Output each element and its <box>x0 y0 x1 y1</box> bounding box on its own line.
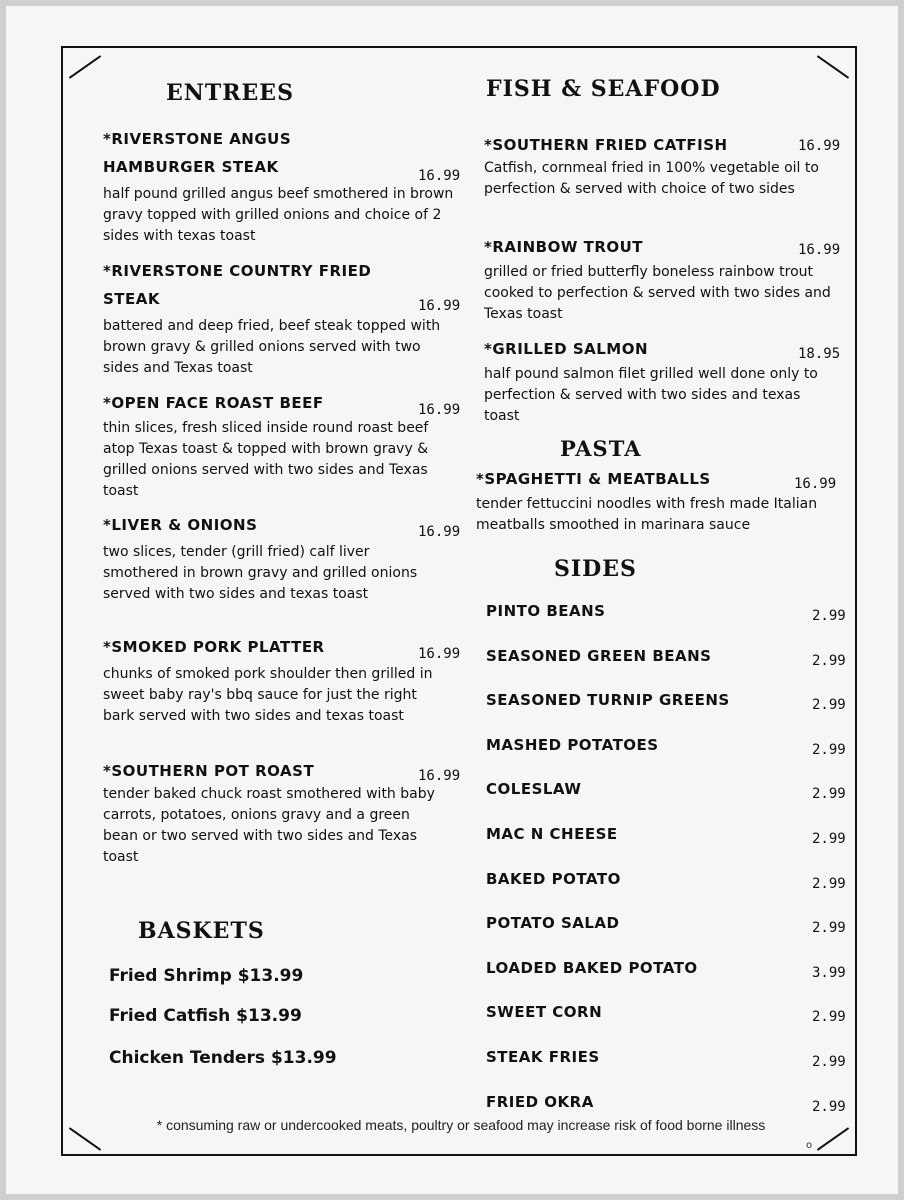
fish-name: *RAINBOW TROUT <box>484 238 644 256</box>
side-price: 2.99 <box>812 1098 846 1115</box>
side-name: STEAK FRIES <box>486 1048 600 1066</box>
baskets-heading: BASKETS <box>138 918 265 944</box>
entree-description: battered and deep fried, beef steak topped with brown gravy & grilled onions served with two sides and Texas toast <box>103 318 441 376</box>
entrees-heading: ENTREES <box>166 80 294 106</box>
entree-price: 16.99 <box>418 768 461 784</box>
sides-heading: SIDES <box>554 556 637 582</box>
basket-item: Fried Catfish $13.99 <box>109 1006 302 1026</box>
fish-description: half pound salmon filet grilled well done only to perfection & served with two sides and texas toast <box>484 366 818 424</box>
fish-name: *GRILLED SALMON <box>484 340 649 358</box>
side-price: 2.99 <box>812 1054 846 1070</box>
side-price: 2.99 <box>812 652 846 669</box>
entree-price: 16.99 <box>418 524 461 540</box>
entree-description: tender baked chuck roast smothered with baby carrots, potatoes, onions gravy and a green bean or two served with two sides and Texas toast <box>103 786 435 865</box>
footnote: * consuming raw or undercooked meats, poultry or seafood may increase risk of food borne illness <box>156 1117 766 1133</box>
pasta-description: tender fettuccini noodles with fresh made Italian meatballs smoothed in marinara sauce <box>476 496 818 533</box>
side-price: 2.99 <box>812 875 846 892</box>
side-name: MAC N CHEESE <box>486 825 618 843</box>
entree-name: *SOUTHERN POT ROAST <box>103 762 315 780</box>
fish-name: *SOUTHERN FRIED CATFISH <box>484 136 728 154</box>
fish-price: 16.99 <box>798 138 841 154</box>
entree-description: thin slices, fresh sliced inside round roast beef atop Texas toast & topped with brown gravy & grilled onions served with two sides and Texas toast <box>103 420 429 499</box>
fish-description: Catfish, cornmeal fried in 100% vegetable oil to perfection & served with choice of two sides <box>484 160 819 197</box>
basket-item: Chicken Tenders $13.99 <box>109 1048 337 1068</box>
pasta-price: 16.99 <box>794 476 837 492</box>
entree-name: HAMBURGER STEAK <box>103 158 279 176</box>
pasta-heading: PASTA <box>560 436 642 461</box>
entree-name: *LIVER & ONIONS <box>103 516 258 534</box>
side-price: 2.99 <box>812 697 846 714</box>
side-name: LOADED BAKED POTATO <box>486 958 698 977</box>
entree-name: *RIVERSTONE ANGUS <box>103 130 292 148</box>
entree-price: 16.99 <box>418 646 461 662</box>
side-name: COLESLAW <box>486 780 582 799</box>
side-name: BAKED POTATO <box>486 869 621 888</box>
side-price: 2.99 <box>812 831 846 847</box>
side-name: SEASONED TURNIP GREENS <box>486 691 730 710</box>
side-name: PINTO BEANS <box>486 602 606 620</box>
entree-name: STEAK <box>103 290 161 308</box>
pasta-name: *SPAGHETTI & MEATBALLS <box>476 470 711 488</box>
menu-sheet <box>6 6 898 1194</box>
fish-price: 16.99 <box>798 242 841 258</box>
side-price: 2.99 <box>812 741 846 758</box>
side-name: SEASONED GREEN BEANS <box>486 646 712 665</box>
entree-price: 16.99 <box>418 298 461 314</box>
side-price: 2.99 <box>812 1009 846 1026</box>
entree-description: chunks of smoked pork shoulder then grilled in sweet baby ray's bbq sauce for just the right bark served with two sides and texas toast <box>103 666 433 724</box>
entree-name: *RIVERSTONE COUNTRY FRIED <box>103 262 372 280</box>
entree-price: 16.99 <box>418 402 461 418</box>
fish-seafood-heading: FISH & SEAFOOD <box>486 76 721 102</box>
basket-item: Fried Shrimp $13.99 <box>109 966 304 986</box>
entree-description: half pound grilled angus beef smothered in brown gravy topped with grilled onions and choice of 2 sides with texas toast <box>103 186 454 244</box>
entree-name: *SMOKED PORK PLATTER <box>103 638 325 656</box>
entree-description: two slices, tender (grill fried) calf liver smothered in brown gravy and grilled onions served with two sides and texas toast <box>103 544 418 602</box>
fish-description: grilled or fried butterfly boneless rainbow trout cooked to perfection & served with two sides and Texas toast <box>484 264 831 322</box>
side-price: 2.99 <box>812 786 846 803</box>
side-name: SWEET CORN <box>486 1003 603 1022</box>
fish-price: 18.95 <box>798 346 841 362</box>
side-price: 3.99 <box>812 964 846 981</box>
side-price: 2.99 <box>812 608 846 624</box>
side-price: 2.99 <box>812 920 846 937</box>
page-mark: o <box>806 1140 813 1151</box>
side-name: MASHED POTATOES <box>486 735 659 754</box>
entree-price: 16.99 <box>418 168 461 184</box>
entree-name: *OPEN FACE ROAST BEEF <box>103 394 324 412</box>
side-name: POTATO SALAD <box>486 914 620 933</box>
side-name: FRIED OKRA <box>486 1092 594 1111</box>
